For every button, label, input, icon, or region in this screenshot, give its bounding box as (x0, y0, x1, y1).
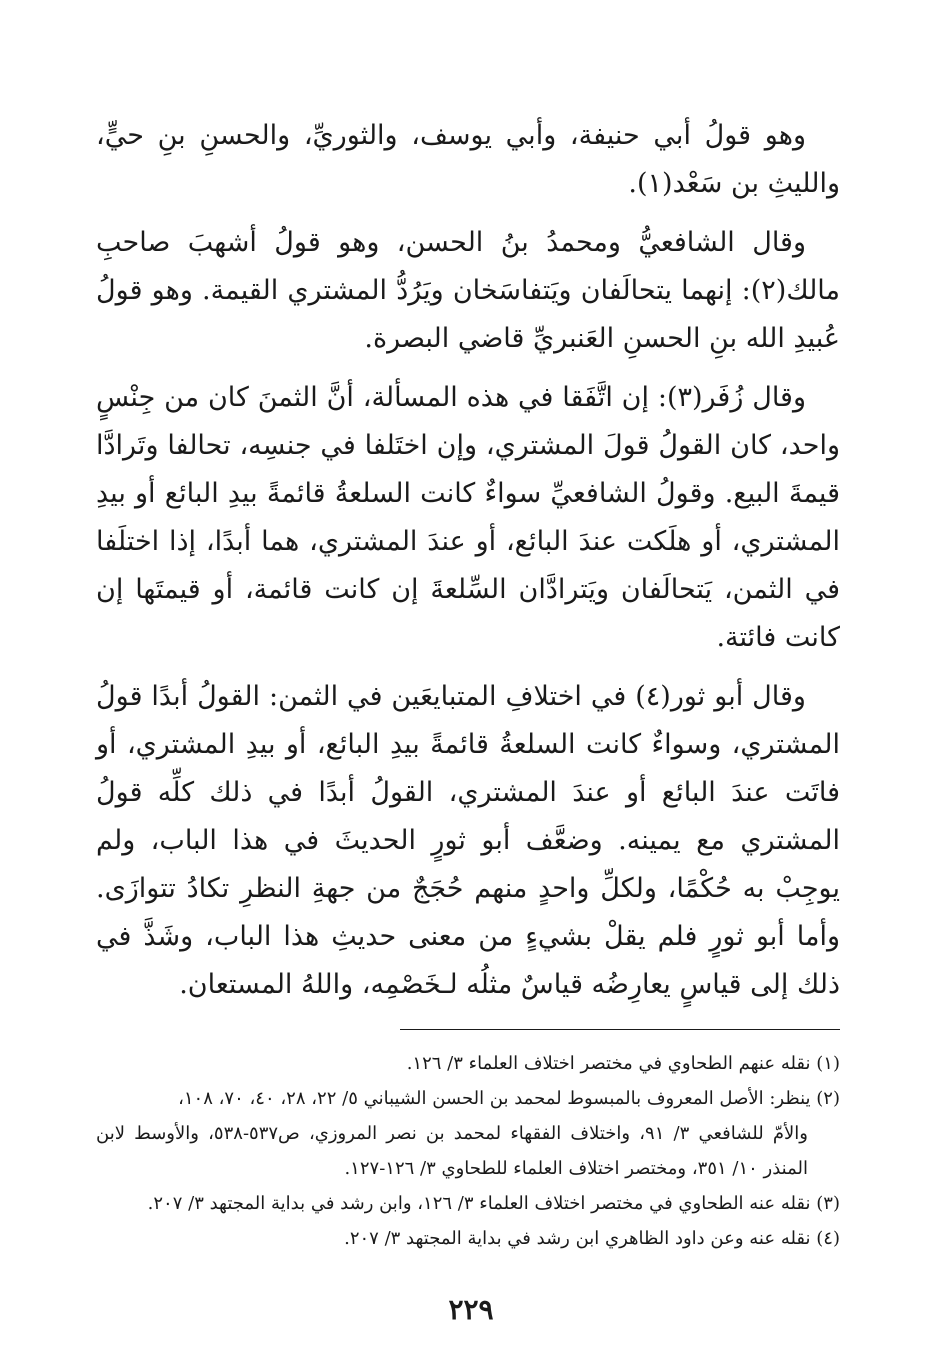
footnote-3 (96, 1186, 840, 1221)
footnote-2-text: (٢) ينظر: الأصل المعروف بالمبسوط لمحمد بن الحسن الشيباني ٥/ ٢٢، ٢٨، ٤٠، ٧٠، ١٠٨، (178, 1088, 840, 1109)
footnote-4-text: (٤) نقله عنه وعن داود الظاهري ابن رشد في بداية المجتهد ٣/ ٢٠٧. (344, 1228, 840, 1249)
footnote-4 (96, 1221, 840, 1256)
footnote-divider (400, 1029, 840, 1030)
footnotes (96, 1046, 840, 1256)
footnote-3-text: (٣) نقله عنه الطحاوي في مختصر اختلاف العلماء ٣/ ١٢٦، وابن رشد في بداية المجتهد ٣/ ٢٠٧. (147, 1193, 840, 1214)
footnote-2 (96, 1081, 840, 1186)
footnote-2-continuation: والأمّ للشافعي ٣/ ٩١، واختلاف الفقهاء لمحمد بن نصر المروزي، ص٥٣٧-٥٣٨، والأوسط لابن المنذر ١٠/ ٣٥١، ومختصر اختلاف العلماء للطحاوي ٣/ ١٢٦-١٢٧. (96, 1123, 808, 1179)
paragraph-2: وقال الشافعيُّ ومحمدُ بنُ الحسن، وهو قولُ أشهبَ صاحبِ مالك(٢): إنهما يتحالَفان ويَتفاسَخان ويَرُدُّ المشتري القيمة. وهو قولُ عُبيدِ الله بنِ الحسنِ العَنبريِّ قاضي البصرة. (96, 227, 840, 354)
main-text (96, 112, 840, 1009)
page-number: ٢٢٩ (448, 1293, 494, 1326)
footnote-1-text: (١) نقله عنهم الطحاوي في مختصر اختلاف العلماء ٣/ ١٢٦. (406, 1053, 840, 1074)
paragraph-3: وقال زُفَر(٣): إن اتَّفَقا في هذه المسألة، أنَّ الثمنَ كان من جِنْسٍ واحد، كان القولُ قولَ المشتري، وإن اختَلفا في جنسِه، تحالفا وتَرادَّا قيمةَ البيع. وقولُ الشافعيِّ سواءٌ كانت السلعةُ قائمةً بيدِ البائع أو بيدِ المشتري، أو هلَكت عندَ البائع، أو عندَ المشتري، هما أبدًا، إذا اختلَفا في الثمن، يَتحالَفان ويَترادَّان السِّلعةَ إن كانت قائمة، أو قيمتَها إن كانت فائتة. (96, 382, 840, 653)
paragraph-4: وقال أبو ثور(٤) في اختلافِ المتبايعَين في الثمن: القولُ أبدًا قولُ المشتري، وسواءٌ كانت السلعةُ قائمةً بيدِ البائع، أو بيدِ المشتري، أو فاتَت عندَ البائع أو عندَ المشتري، القولُ أبدًا في ذلك كلِّه قولُ المشتري مع يمينه. وضعَّف أبو ثورٍ الحديثَ في هذا الباب، ولم يوجِبْ به حُكْمًا، ولكلِّ واحدٍ منهم حُجَجٌ من جهةِ النظرِ تكادُ تتوازَى. وأما أبو ثورٍ فلم يقلْ بشيءٍ من معنى حديثِ هذا الباب، وشَذَّ في ذلك إلى قياسٍ يعارِضُه قياسٌ مثلُه لـخَصْمِه، واللهُ المستعان. (96, 681, 840, 1000)
paragraph-1: وهو قولُ أبي حنيفة، وأبي يوسف، والثوريِّ، والحسنِ بنِ حيٍّ، والليثِ بن سَعْد(١). (96, 120, 840, 199)
footnote-1 (96, 1046, 840, 1081)
